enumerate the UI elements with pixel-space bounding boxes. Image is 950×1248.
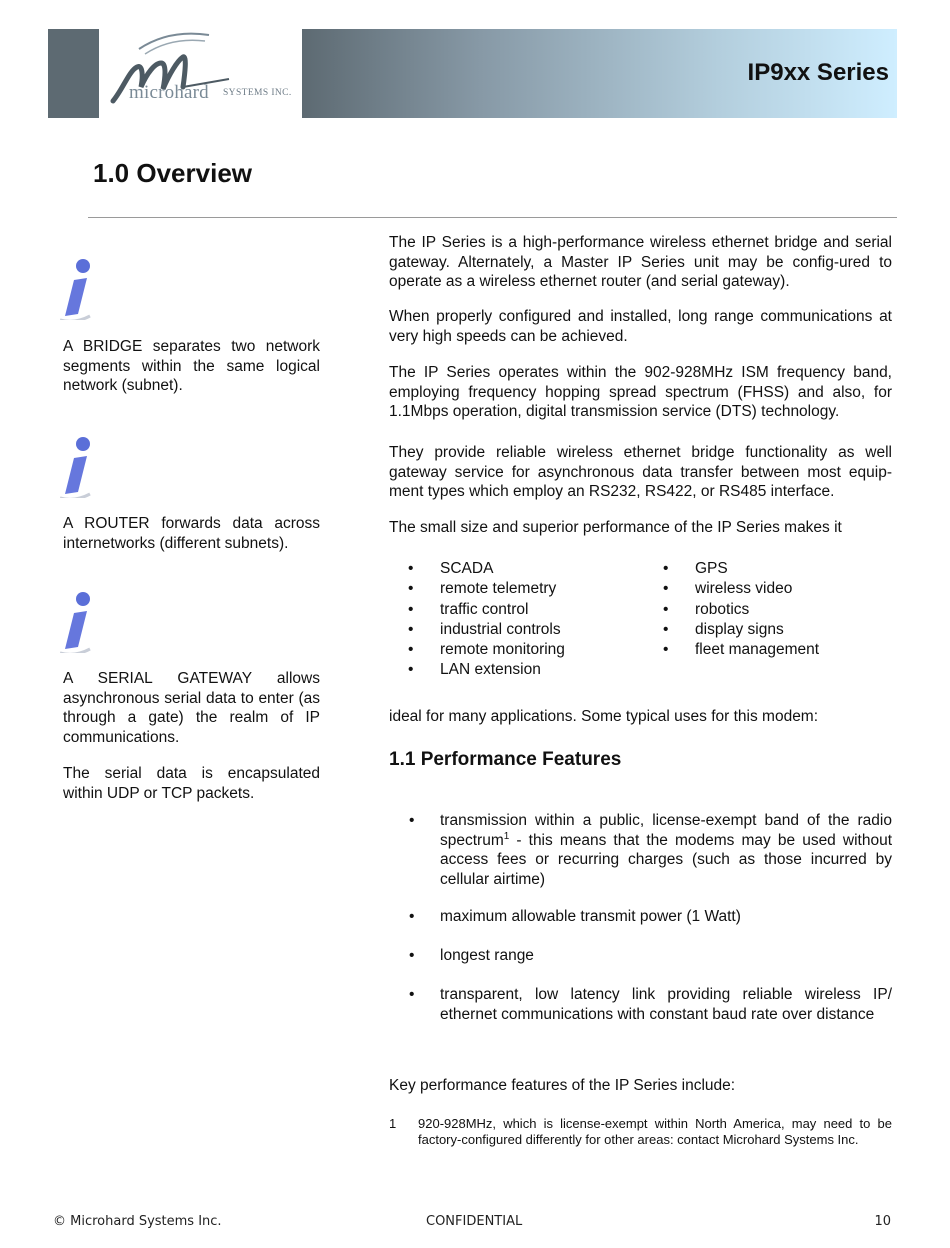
footnote-ref: 1	[503, 830, 510, 842]
list-item: • industrial controls	[408, 620, 565, 640]
bridge-note: A BRIDGE separates two network segments within the same logical network (subnet).	[63, 338, 320, 394]
footnote	[389, 1116, 892, 1147]
feature-item	[409, 811, 892, 889]
list-item: • remote monitoring	[408, 640, 565, 660]
bullet: •	[409, 947, 415, 964]
uses-list-right	[663, 559, 819, 660]
series-title: IP9xx Series	[747, 59, 889, 86]
feature-text: longest range	[440, 947, 534, 964]
info-icon	[57, 434, 93, 498]
banner-left-bar	[48, 29, 99, 118]
list-item: • SCADA	[408, 559, 565, 579]
overview-paragraph: ideal for many applications. Some typical uses for this modem:	[389, 708, 819, 725]
bullet: •	[409, 986, 415, 1003]
bullet: •	[409, 812, 415, 829]
list-item: • LAN extension	[408, 660, 565, 680]
footnote-text: 920-928MHz, which is license-exempt within North America, may need to be factory-configured differently for other areas: contact Microhard Systems Inc.	[418, 1116, 892, 1147]
feature-text: maximum allowable transmit power (1 Watt)	[440, 908, 741, 925]
subsection-title: 1.1 Performance Features	[389, 749, 622, 770]
encapsulation-note: The serial data is encapsulated within UDP or TCP packets.	[63, 765, 320, 802]
bullet: •	[409, 908, 415, 925]
microhard-logo-icon	[99, 29, 302, 118]
section-title: 1.0 Overview	[93, 158, 252, 188]
list-item: • traffic control	[408, 600, 565, 620]
microhard-logo	[99, 29, 302, 118]
overview-paragraph: The IP Series operates within the 902-928MHz ISM frequency band, employing frequency hopping spread spectrum (FHSS) and also, for 1.1Mbps operation, digital transmission service (DTS) technology.	[389, 364, 892, 420]
gateway-note: A SERIAL GATEWAY allows asynchronous serial data to enter (as through a gate) the realm of IP communications.	[63, 670, 320, 746]
uses-list-left	[408, 559, 565, 681]
list-item: • robotics	[663, 600, 819, 620]
key-features-line: Key performance features of the IP Series include:	[389, 1077, 736, 1094]
feature-item	[409, 985, 892, 1024]
list-item: • remote telemetry	[408, 579, 565, 599]
info-icon	[57, 256, 93, 320]
feature-item	[409, 907, 892, 927]
overview-paragraph: The small size and superior performance of the IP Series makes it	[389, 519, 842, 536]
feature-text: transmission within a public, license-exempt band of the radio spectrum$^1$ - this means that the modems may be used without access fees or recurring charges (such as those incurred by cellular airtime)	[440, 812, 892, 888]
logo-systems: SYSTEMS INC.	[223, 88, 292, 98]
footnote-number: 1	[389, 1116, 397, 1131]
footer-copyright: © Microhard Systems Inc.	[53, 1214, 222, 1229]
list-item: • GPS	[663, 559, 819, 579]
page-number: 10	[874, 1214, 891, 1229]
overview-paragraph: The IP Series is a high-performance wireless ethernet bridge and serial gateway. Alternately, a Master IP Series unit may be config-ured to operate as a wireless ethernet router (and serial gateway).	[389, 234, 892, 290]
footer-confidential: CONFIDENTIAL	[426, 1214, 523, 1229]
overview-paragraph: They provide reliable wireless ethernet bridge functionality as well gateway service for asynchronous data transfer between most equip-ment types which employ an RS232, RS422, or RS485 interface.	[389, 444, 892, 500]
list-item: • wireless video	[663, 579, 819, 599]
feature-item	[409, 946, 892, 966]
overview-paragraph: When properly configured and installed, long range communications at very high speeds can be achieved.	[389, 308, 892, 345]
list-item: • display signs	[663, 620, 819, 640]
feature-text: transparent, low latency link providing reliable wireless IP/ ethernet communications with constant baud rate over distance	[440, 986, 892, 1023]
heading-divider	[88, 217, 897, 218]
header-banner	[302, 29, 897, 118]
info-icon	[57, 589, 93, 653]
logo-word: microhard	[129, 82, 209, 103]
router-note: A ROUTER forwards data across internetworks (different subnets).	[63, 515, 320, 552]
list-item: • fleet management	[663, 640, 819, 660]
